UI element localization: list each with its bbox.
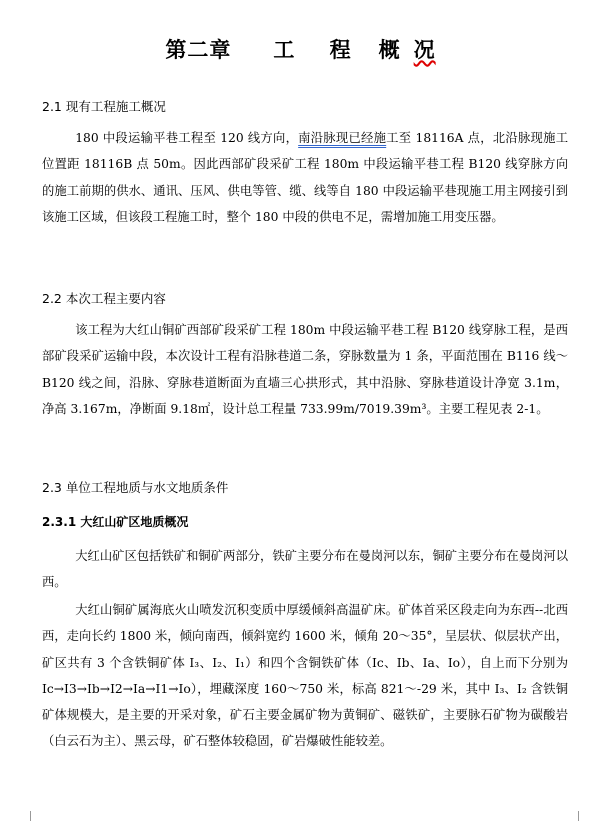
chapter-title-text-b: 概 <box>378 37 414 62</box>
chapter-number: 第二章 <box>165 37 232 62</box>
chapter-title-text-c: 况 <box>413 37 436 62</box>
section-heading-2-3: 2.3 单位工程地质与水文地质条件 <box>42 480 229 495</box>
s21-text-c: 工至 18116A 点，北沿脉现施工位置距 18116B 点 50m。因此西部矿段采矿工程 180m 中段运输平巷工程 B120 线穿脉方向的施工前期的供水、通讯、压风、供电等管、缆、线等自 180 中段运输平巷现施工用主网接引到该施工区域，但该段工程施工时，整个 180 中段的供电不足，需增加施工用变压器。 <box>42 131 568 224</box>
section-heading-2-1: 2.1 现有工程施工概况 <box>42 99 166 114</box>
section-2-3-1-paragraph-1: 大红山矿区包括铁矿和铜矿两部分，铁矿主要分布在曼岗河以东，铜矿主要分布在曼岗河以西。 <box>42 549 568 590</box>
section-2-1-paragraph <box>42 125 568 230</box>
section-2-3-1-paragraph-2: 大红山铜矿属海底火山喷发沉积变质中厚缓倾斜高温矿床。矿体首采区段走向为东西--北西西，走向长约 1800 米，倾向南西，倾斜宽约 1600 米，倾角 20～35°，呈层状、似层状产出，矿区共有 3 个含铁铜矿体 I₃、I₂、I₁）和四个含铜铁矿体（Ic、Ib、Ia、Io），自上而下分别为 Ic→I3→Ib→I2→Ia→I1→Io），埋藏深度 160～750 米，标高 821～-29 米，其中 I₃、I₂ 含铁铜矿体规模大，是主要的开采对象，矿石主要金属矿物为黄铜矿、磁铁矿，主要脉石矿物为碳酸岩（白云石为主）、黑云母，矿石整体较稳固，矿岩爆破性能较差。 <box>42 603 568 749</box>
s21-text-b: 南沿脉现已经施 <box>298 131 387 145</box>
s21-text-a: 180 中段运输平巷工程至 120 线方向， <box>75 131 299 145</box>
page-corner-mark-right <box>578 811 587 821</box>
page-corner-mark-left <box>22 811 31 821</box>
section-heading-2-3-1: 2.3.1 大红山矿区地质概况 <box>42 515 189 529</box>
section-heading-2-2: 2.2 本次工程主要内容 <box>42 291 166 306</box>
section-2-2-paragraph: 该工程为大红山铜矿西部矿段采矿工程 180m 中段运输平巷工程 B120 线穿脉工程，是西部矿段采矿运输中段，本次设计工程有沿脉巷道二条，穿脉数量为 1 条，平面范围在 B116 线～B120 线之间，沿脉、穿脉巷道断面为直墙三心拱形式，其中沿脉、穿脉巷道设计净宽 3.1m，净高 3.167m，净断面 9.18㎡，设计总工程量 733.99m/7019.39m³。主要工程见表 2-1。 <box>42 323 568 416</box>
chapter-title <box>0 34 601 64</box>
chapter-title-text-a: 工 程 <box>273 37 365 62</box>
